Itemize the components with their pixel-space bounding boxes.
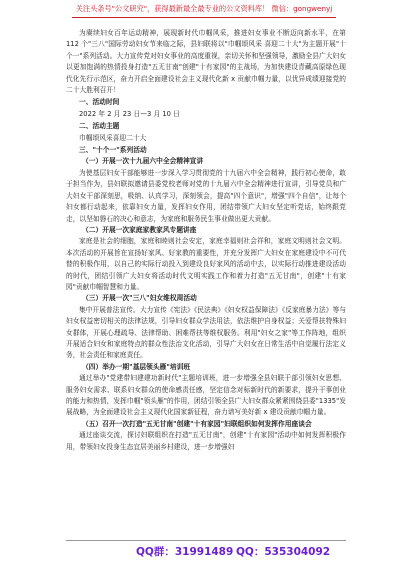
document-body (66, 28, 346, 453)
activity-3-text: 集中开展普法宣传。大力宣传《宪法》《民法典》《妇女权益保障法》《反家庭暴力法》等与妇女权益密切相关的法律法规，引导妇女群众学法用法，依法维护自身权益；关爱帮扶特殊妇女群体，开展心理疏导、法律帮助、困难帮扶等维权服务。利用"妇女之家"等工作阵地，组织开展适合妇女和家庭特点的群众性法治文化活动，引导广大妇女在日常生活中自觉履行法定义务，社会责任和家庭责任。 (66, 305, 346, 360)
activity-5-text: 通过座谈交流，探讨妇联组织在打造"五无甘南"，创建"十有家园"活动中如何发挥积极作用，带领妇女投身生态宜居美丽乡村建设，进一步增强妇 (66, 431, 346, 451)
activity-1-title: （一）开展一次十九届六中全会精神宣讲 (82, 157, 204, 166)
banner-notice: 关注头条号"公文研究"，获得最新最全最专业的公文资料库！ 微信：gongwenyj (75, 4, 333, 13)
section-2-value: 巾帼颂风采喜迎二十大 (79, 133, 147, 142)
activity-1-text: 为使基层妇女干部能够进一步深入学习贯彻党的十九届六中全会精神，践行初心使命，敢于担当作为，县妇联拟邀请县委党校老师对党的十九届六中全会精神进行宣讲，引导党员和广大妇女干部深刻思，吸纳、认真学习，深刻领会，提高"四个意识"，增强"四个自信"，让每个妇女都行动起来，依靠妇女力量，发挥妇女作用，团结带领广大妇女坚定听党话，始终跟党走，以坚如磐石的决心和意志，为家庭和服务民生事业做出更大贡献。 (66, 168, 346, 223)
section-3-title: 三、"十个一"系列活动 (79, 146, 147, 155)
top-banner (0, 0, 408, 30)
banner-rule (72, 17, 336, 18)
section-2-title: 二、活动主题 (79, 122, 120, 131)
activity-5-title: （五）召开一次打造"五无甘南"创建"十有家园"妇联组织如何发挥作用座谈会 (82, 419, 312, 428)
activity-2-title: （二）开展一次家庭家教家风专题讲座 (82, 225, 197, 234)
section-1-title: 一、活动时间 (79, 98, 120, 107)
activity-2-text: 家庭是社会的细胞，家庭和睦则社会安定，家庭幸福则社会祥和，家庭文明则社会文明。本次活动的开展旨在宣扬好家风、好家教的重要性，并充分发挥广大妇女在家庭建设中不可代替的积极作用，以自己的实际行动投入到建设良好家风的活动中去，以实际行动推进建设活动的时代，团结引领广大妇女将活动时代文明实践工作和着力打造"五无甘南"，创建"十有家园"贡献巾帼智慧和力量。 (66, 237, 346, 291)
qq-group-label: QQ群：31991489 (136, 546, 234, 558)
footer-rule (66, 540, 346, 541)
intro-paragraph: 为赓续妇女百年运动精神，展现新时代巾帼风采，推进妇女事业不断迈向新水平，在第 112 个"三八"国际劳动妇女节来临之际，县妇联将以"巾帼颂风采 喜迎二十大"为主题开展"十个一"系列活动。大力宣传党对妇女事业的高度重视，亲切关怀和坚强领导，激励全县广大妇女以更加饱满的热情投身打造"五无甘南"创建"十有家园"的主战场，为加快建设青藏高原绿色现代化先行示范区，奋力开启全面建设社会主义现代化新 x 贡献巾帼力量，以优异成绩迎接党的二十大胜利召开！ (66, 29, 346, 95)
activity-3-title: （三）开展一次"三八"妇女维权周活动 (82, 294, 197, 303)
qq-contact-label: QQ：535304092 (236, 546, 331, 558)
activity-4-title: （四）举办一期"基层领头雁"培训班 (82, 362, 191, 371)
activity-4-text: 通过举办"党建带妇建建功新时代"主题培训班，进一步增强全县妇联干部引领妇女思想、服务妇女需求、联系妇女群众的使命感责任感，坚定信念对标新时代的新要求，提升干事创业的能力和热情，发挥巾帼"领头雁"的作用，团结引领全县广大妇女群众紧紧围绕县委"1335"发展战略，为全面建设社会主义现代化国家新征程，奋力谱写美好新 x 建设贡献巾帼力量。 (66, 374, 346, 417)
contact-footer (0, 536, 408, 580)
section-1-value: 2022 年 2 月 23 日—3 月 10 日 (79, 109, 180, 118)
